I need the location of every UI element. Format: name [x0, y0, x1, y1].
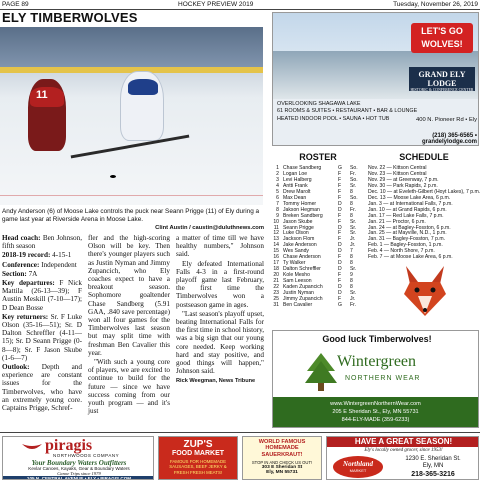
roster-cell-n: 15: [273, 248, 279, 255]
northland-logo: Northland MARKET: [333, 456, 383, 478]
roster-cell-pos: D: [338, 224, 342, 231]
roster-cell-name: Chase Anderson: [283, 254, 321, 261]
fox-mascot-icon: [400, 262, 450, 318]
sauerkraut-city: Ely, MN 55731: [266, 470, 298, 476]
roster-cell-grade: 7: [350, 248, 353, 255]
canoe-icon: [21, 439, 43, 451]
roster-cell-name: Jakson Hegman: [283, 206, 320, 213]
ad-grand-ely-lodge[interactable]: [272, 12, 479, 146]
schedule-row: Jan. 21 — Proctor, 6 p.m.: [368, 218, 426, 225]
lodge-amenities: OVERLOOKING SHAGAWA LAKE 61 ROOMS & SUITES • RESTAURANT • BAR & LOUNGE HEATED INDOOR POOL • SAUNA • HOT TUB: [277, 101, 418, 122]
photo-caption: Andy Anderson (6) of Moose Lake controls the puck near Seann Prigge (11) of Ely during a game last year at Riverside Arena in Moose Lake.: [2, 208, 260, 223]
article-title: ELY TIMBERWOLVES: [2, 10, 138, 25]
roster-cell-pos: G: [338, 301, 342, 308]
roster-cell-name: Jason Skube: [283, 218, 313, 225]
roster-cell-grade: So.: [350, 165, 358, 171]
roster-cell-name: Max Dean: [283, 194, 307, 201]
article-column-2: fler and the high-scoring Olson will be key. Then there's younger players such as Justin Nyman and Jimmy Zupancich, who Ely coaches expect to have a breakout season. Sophomore goaltender Chase Sandberg (5.91 GAA, .840 save percentage) won all four games for the Timberwolves last season but may split time with freshman Ben Cavalier this year. "With such a young core of players, we are excited to continue to build for the future — since we have success coming from our youth program — and it's just: [88, 234, 170, 416]
roster-cell-pos: F: [338, 272, 342, 279]
roster-cell-name: Justin Nyman: [283, 290, 314, 297]
piragis-tagline: Your Boundary Waters Outfitters: [31, 459, 127, 467]
roster-cell-grade: 8: [350, 278, 353, 285]
roster-cell-n: 2: [276, 170, 279, 177]
roster-cell-pos: F: [338, 194, 342, 201]
roster-cell-n: 11: [273, 224, 279, 231]
roster-cell-name: Breken Sandberg: [283, 212, 323, 219]
roster-cell-n: 1: [276, 165, 279, 171]
roster-cell-grade: 8: [350, 200, 353, 207]
byline: Rick Weegman, News Tribune: [176, 378, 256, 385]
roster-cell-n: 18: [273, 266, 279, 273]
roster-cell-grade: Fr.: [350, 206, 356, 213]
schedule-row: Nov. 29 — at Greenway, 7 p.m.: [368, 176, 439, 183]
roster-cell-name: Dalton Schreffler: [283, 266, 321, 273]
schedule-row: Jan. 3 — at International Falls, 7 p.m.: [368, 200, 453, 207]
schedule-title: SCHEDULE: [399, 152, 449, 162]
hockey-photo: [0, 27, 263, 205]
roster-cell-pos: D: [338, 266, 342, 273]
roster-cell-name: Sam Leeson: [283, 278, 312, 285]
roster-cell-name: Kaden Zupancich: [283, 284, 323, 291]
wintergreen-brand-sub: NORTHERN WEAR: [345, 375, 421, 382]
schedule-row: Jan. 25 — at Mayville, N.D., 1 p.m.: [368, 230, 447, 237]
roster-cell-grade: Jr.: [350, 242, 356, 249]
ad-sauerkraut[interactable]: [242, 436, 322, 480]
schedule-row: Feb. 1 — Bagley-Fosston, 1 p.m.: [368, 242, 443, 249]
schedule-row: Nov. 22 — Kittson Central: [368, 165, 427, 171]
roster-cell-n: 23: [273, 290, 279, 297]
photo-credit: Clint Austin / caustin@duluthnews.com: [155, 225, 264, 231]
page-number: PAGE 89: [2, 1, 29, 8]
roster-cell-n: 6: [276, 194, 279, 201]
roster-cell-pos: F: [338, 188, 342, 195]
roster-cell-grade: 9: [350, 272, 353, 279]
roster-cell-pos: D: [338, 206, 342, 213]
ice-line: [0, 195, 263, 196]
roster-cell-name: Chase Sandberg: [283, 165, 322, 171]
schedule-row: Dec. 10 — at Eveleth-Gilbert (Hoyt Lakes), 7 p.m.: [368, 188, 480, 195]
lodge-logo: GRAND ELY LODGE HISTORIC & CONFERENCE CENTER: [409, 67, 475, 91]
roster-cell-name: Ty Walker: [283, 260, 306, 267]
roster-cell-name: Kole Mesho: [283, 272, 310, 279]
piragis-products: Kevlar Canoes, Kayaks, Gear & Boundary Waters: [28, 466, 130, 471]
roster-cell-grade: 8: [350, 188, 353, 195]
roster-cell-n: 31: [273, 301, 279, 308]
ad-divider: [0, 432, 480, 433]
roster-cell-n: 3: [276, 176, 279, 183]
arena-boards: [0, 27, 263, 67]
article-column-3: a matter of time till we have healthy numbers," Johnson said. Ely defeated International Falls 4-3 in a first-round playoff game last February, the first time the Timberwolves won a postseason game in ages. "Last season's playoff upset, beating International Falls for the first time in school history, was a big sign that our young core needed. Keep working hard and stay positive, and good things will happen," Johnson said. Rick Weegman, News Tribune: [176, 234, 264, 385]
northland-contact: 1230 E. Sheridan St. Ely, MN 218-365-3216: [405, 456, 461, 478]
roster-cell-n: 16: [273, 254, 279, 261]
roster-cell-grade: 8: [350, 284, 353, 291]
roster-cell-pos: F: [338, 218, 342, 225]
issue-date: Tuesday, November 26, 2019: [393, 1, 478, 8]
roster-cell-n: 7: [276, 200, 279, 207]
roster-cell-pos: F: [338, 176, 342, 183]
zups-brand2: FOOD MARKET: [171, 450, 225, 457]
northland-headline: HAVE A GREAT SEASON!: [327, 437, 479, 447]
roster-cell-name: Jimmy Zupancich: [283, 295, 323, 302]
roster-cell-grade: Sr.: [350, 266, 357, 273]
roster-cell-n: 9: [276, 212, 279, 219]
roster-cell-n: 13: [273, 236, 279, 243]
roster-table: [273, 152, 363, 309]
roster-cell-pos: F: [338, 230, 342, 237]
roster-cell-pos: D: [338, 242, 342, 249]
roster-cell-n: 20: [273, 272, 279, 279]
pine-tree-icon: [303, 353, 339, 393]
lodge-contact: 400 N. Pioneer Rd • Ely: [416, 117, 477, 123]
northland-sub: Ely's locally owned grocer, since 1953!: [364, 448, 443, 453]
roster-cell-pos: F: [338, 278, 342, 285]
lets-go-wolves-badge: LET'S GO WOLVES!: [411, 23, 473, 53]
section-name: HOCKEY PREVIEW 2019: [178, 1, 254, 8]
roster-cell-pos: D: [338, 248, 342, 255]
schedule-row: Nov. 30 — Park Rapids, 2 p.m.: [368, 182, 438, 189]
ad-northland-market[interactable]: [326, 436, 479, 480]
article-column-1: Head coach: Ben Johnson, fifth season 2018-19 record: 4-15-1 Conference: Independent Section: 7A Key departures: F Nick Mattila (26-13—39); F Austin Meskill (7-10—17); D Dean Bosse Key returners: Sr. F Luke Olson (35-16—51); Sr. D Dalton Schreffler (4-11—15); Sr. D Seann Prigge (0-8—8); Sr. F Jason Skube (1-6—7) Outlook: Depth and experience are constant issues for the Timberwolves, who have an extremely young core. Captains Prigge, Schref-: [2, 234, 83, 413]
roster-cell-grade: 8: [350, 260, 353, 267]
roster-title: ROSTER: [299, 152, 337, 162]
roster-cell-n: 25: [273, 295, 279, 302]
roster-cell-name: Ben Cavalier: [283, 301, 313, 308]
roster-cell-grade: Fr.: [350, 170, 356, 177]
roster-cell-n: 4: [276, 182, 279, 189]
roster-cell-pos: F: [338, 170, 342, 177]
roster-cell-pos: D: [338, 284, 342, 291]
schedule-row: Nov. 23 — Kittson Central: [368, 170, 427, 177]
roster-cell-pos: D: [338, 290, 342, 297]
roster-cell-name: Jake Anderson: [283, 242, 317, 249]
roster-cell-pos: F: [338, 182, 342, 189]
jersey-number-red: 11: [36, 89, 48, 101]
piragis-brand: piragis: [45, 437, 93, 454]
ad-piragis[interactable]: [2, 436, 154, 480]
roster-cell-grade: 8: [350, 254, 353, 261]
roster-cell-grade: Fr.: [350, 301, 356, 308]
schedule-row: Dec. 13 — Moose Lake Area, 6 p.m.: [368, 194, 451, 201]
roster-cell-grade: Sr.: [350, 224, 357, 231]
roster-cell-grade: Sr.: [350, 218, 357, 225]
jersey-white-trim: [128, 79, 158, 95]
schedule-row: Feb. 4 — North Shore, 7 p.m.: [368, 248, 435, 255]
wintergreen-contact: www.WintergreenNorthernWear.com 205 E Sheridan St., Ely, MN 55731 844-ELY-MADE (359-6233): [273, 397, 478, 427]
roster-cell-grade: Sr.: [350, 230, 357, 237]
sauerkraut-cta: STOP IN AND CHECK US OUT!: [251, 460, 313, 466]
schedule-row: Jan. 10 — at Grand Rapids, 6 p.m.: [368, 206, 447, 213]
roster-cell-name: Seann Prigge: [283, 224, 314, 231]
roster-cell-grade: Jr.: [350, 295, 356, 302]
wintergreen-brand: Wintergreen: [337, 353, 417, 370]
roster-cell-name: Logan Loe: [283, 170, 308, 177]
ad-zups[interactable]: [158, 436, 238, 480]
roster-cell-name: Levi Halberg: [283, 176, 312, 183]
schedule-row: Jan. 31 — Bagley-Fosston, 7 p.m.: [368, 236, 446, 243]
roster-cell-pos: F: [338, 295, 342, 302]
schedule-list: [368, 152, 480, 261]
roster-cell-pos: F: [338, 254, 342, 261]
roster-cell-name: Drew Marolt: [283, 188, 311, 195]
piragis-trips: Canoe Trips since 1979: [57, 471, 101, 476]
roster-row: [273, 303, 363, 309]
piragis-footer: 105 N. CENTRAL AVENUE • ELY • PIRAGIS.COM: [3, 476, 154, 480]
puck: [110, 175, 116, 178]
roster-cell-n: 14: [273, 242, 279, 249]
roster-cell-pos: D: [338, 260, 342, 267]
roster-cell-n: 12: [273, 230, 279, 237]
roster-cell-n: 10: [273, 218, 279, 225]
zups-tagline: FAMOUS FOR HOMEMADE SAUSAGES, BEEF JERKY & FRESH FRESH MEATS!: [169, 459, 227, 475]
sauerkraut-address: 303 E Sheridan St: [261, 465, 303, 471]
roster-cell-grade: Sr.: [350, 182, 357, 189]
roster-cell-name: Antti Frank: [283, 182, 308, 189]
roster-cell-grade: 8: [350, 212, 353, 219]
roster-cell-n: 21: [273, 278, 279, 285]
roster-cell-name: Jackson Flom: [283, 236, 315, 243]
roster-cell-grade: Sr.: [350, 290, 357, 297]
roster-cell-n: 8: [276, 206, 279, 213]
roster-cell-grade: Jr.: [350, 236, 356, 243]
wintergreen-headline: Good luck Timberwolves!: [322, 334, 432, 344]
roster-cell-name: Tommy Homer: [283, 200, 317, 207]
roster-cell-n: 17: [273, 260, 279, 267]
zups-brand: ZUP'S: [183, 439, 213, 450]
piragis-brand-sub: NORTHWOODS COMPANY: [53, 453, 120, 458]
lodge-phone: (218) 365-6565 • grandelylodge.com: [421, 133, 477, 145]
roster-cell-grade: So.: [350, 194, 358, 201]
roster-cell-n: 22: [273, 284, 279, 291]
schedule-row: Jan. 24 — at Bagley-Fosston, 6 p.m.: [368, 224, 451, 231]
roster-cell-pos: F: [338, 236, 342, 243]
schedule-row: Feb. 7 — at Moose Lake Area, 6 p.m.: [368, 254, 453, 261]
roster-cell-name: Luke Olson: [283, 230, 309, 237]
ad-wintergreen[interactable]: [272, 330, 479, 428]
sauerkraut-headline: WORLD FAMOUS HOMEMADE SAUERKRAUT!: [258, 439, 306, 458]
roster-cell-pos: D: [338, 200, 342, 207]
roster-cell-pos: G: [338, 165, 342, 171]
roster-cell-n: 5: [276, 188, 279, 195]
schedule-row: Jan. 17 — Red Lake Falls, 7 p.m.: [368, 212, 444, 219]
roster-cell-grade: So.: [350, 176, 358, 183]
roster-cell-name: Wes Sandy: [283, 248, 309, 255]
roster-cell-pos: F: [338, 212, 342, 219]
